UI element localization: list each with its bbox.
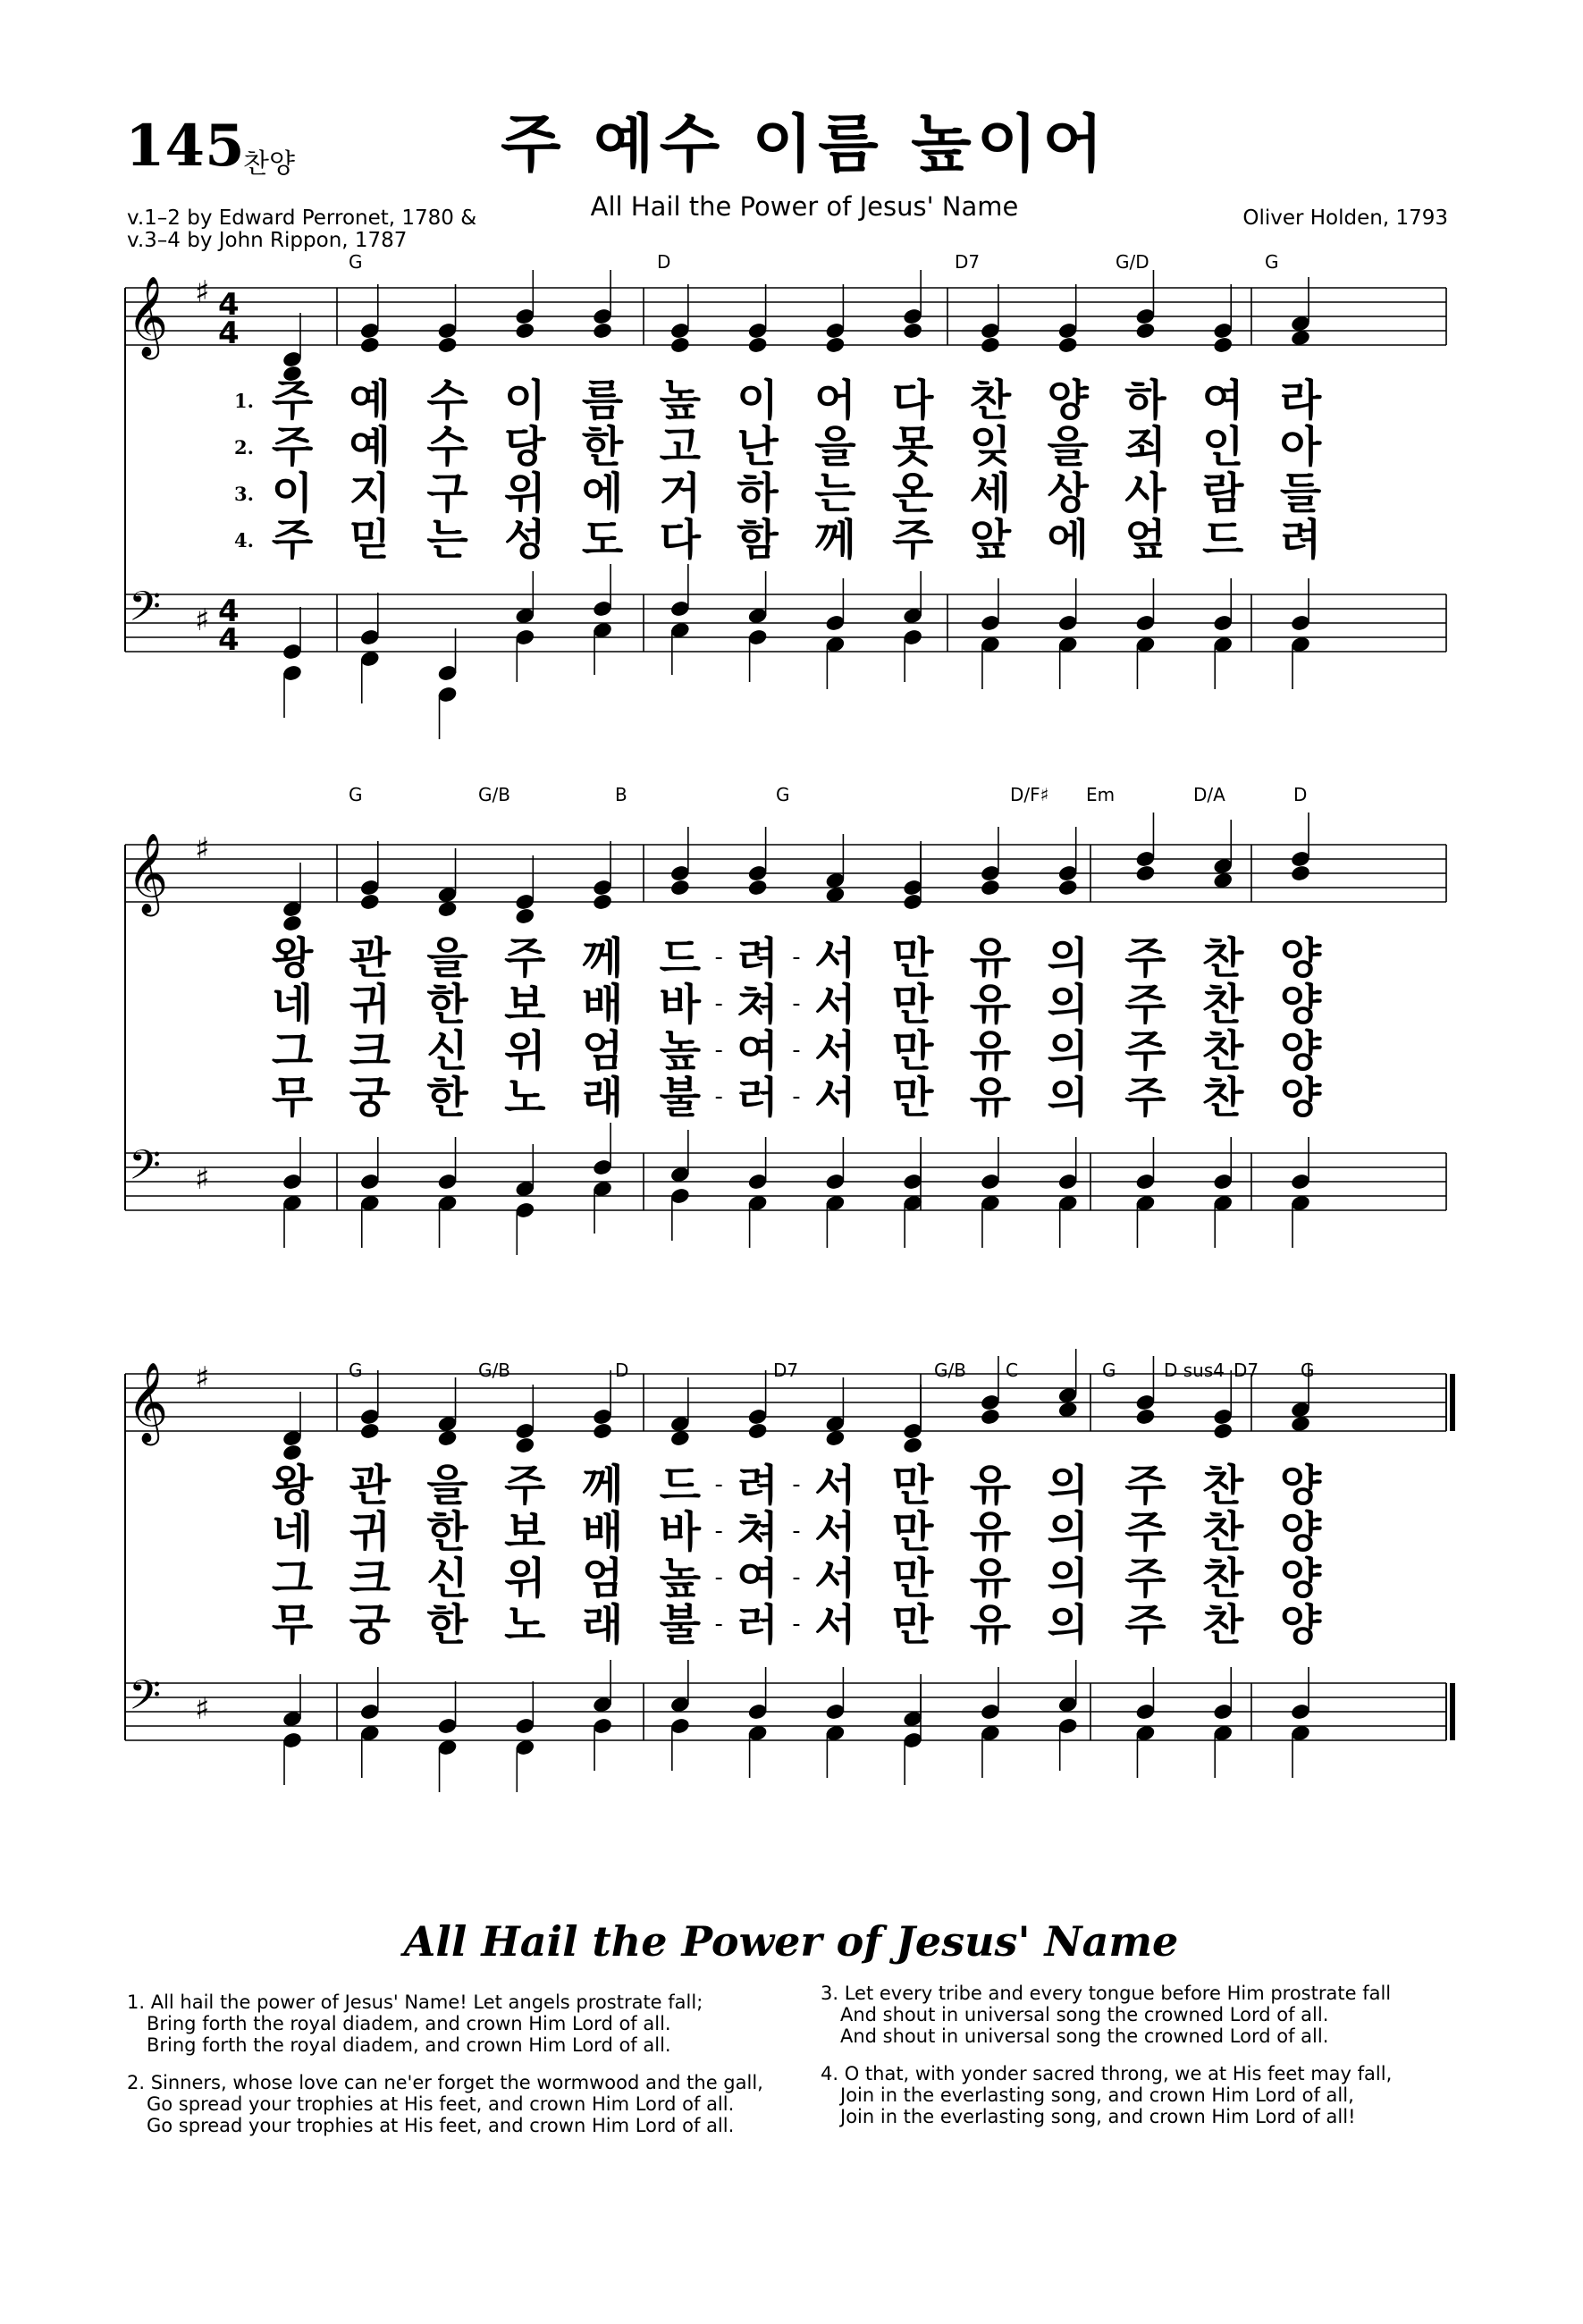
- lyric-hyphen: -: [714, 1037, 723, 1064]
- bass-clef-icon: 𝄢: [129, 1671, 162, 1730]
- lyric-syllable: 주: [1124, 1461, 1166, 1511]
- lyric-syllable: 주: [271, 375, 314, 425]
- lyric-syllable: 의: [1047, 1554, 1089, 1604]
- lyric-syllable: 귀: [349, 1507, 391, 1557]
- lyric-syllable: 러: [737, 1600, 779, 1650]
- lyric-syllable: 높: [659, 375, 702, 425]
- lyric-syllable: 궁: [349, 1600, 391, 1650]
- english-verse-line: Go spread your trophies at His feet, and crown Him Lord of all.: [147, 2115, 735, 2136]
- lyric-syllable: 위: [504, 468, 546, 518]
- lyric-hyphen: -: [714, 990, 723, 1017]
- chord-symbol: G: [1265, 251, 1279, 273]
- chord-symbol: G: [349, 784, 363, 805]
- lyric-syllable: 양: [1279, 1507, 1322, 1557]
- lyric-syllable: 찬: [1202, 1073, 1244, 1123]
- key-sharp-icon: ♯: [195, 1691, 210, 1727]
- lyric-syllable: 을: [426, 933, 468, 983]
- lyric-syllable: 예: [349, 422, 391, 472]
- lyric-syllable: 찬: [1202, 980, 1244, 1030]
- lyric-syllable: 을: [1047, 422, 1089, 472]
- english-verse-line: 4. O that, with yonder sacred throng, we at His feet may fall,: [821, 2063, 1393, 2084]
- lyric-syllable: 보: [504, 1507, 546, 1557]
- key-sharp-icon: ♯: [195, 1360, 210, 1396]
- lyric-hyphen: -: [714, 1471, 723, 1498]
- chord-symbol: D sus4: [1164, 1360, 1225, 1381]
- lyric-syllable: 의: [1047, 980, 1089, 1030]
- chord-symbol: B: [615, 784, 627, 805]
- lyric-syllable: 노: [504, 1073, 546, 1123]
- lyric-syllable: 주: [891, 515, 934, 565]
- lyric-syllable: 러: [737, 1073, 779, 1123]
- lyric-syllable: 신: [426, 1026, 468, 1076]
- treble-note: [514, 1436, 535, 1455]
- lyric-hyphen: -: [714, 1518, 723, 1545]
- lyric-syllable: 람: [1202, 468, 1244, 518]
- lyric-syllable: 왕: [271, 1461, 314, 1511]
- english-verse-line: And shout in universal song the crowned Lord of all.: [840, 2004, 1329, 2025]
- lyric-syllable: 하: [1124, 375, 1166, 425]
- chord-symbol: D/A: [1193, 784, 1225, 805]
- lyric-syllable: 이: [737, 375, 779, 425]
- lyric-syllable: 양: [1279, 1073, 1322, 1123]
- lyric-syllable: 무: [271, 1600, 314, 1650]
- lyric-syllable: 보: [504, 980, 546, 1030]
- lyric-syllable: 네: [271, 980, 314, 1030]
- key-sharp-icon: ♯: [195, 831, 210, 867]
- chord-symbol: G/D: [1116, 251, 1149, 273]
- lyric-syllable: 위: [504, 1026, 546, 1076]
- treble-note: [1212, 336, 1234, 355]
- lyric-syllable: 려: [737, 1461, 779, 1511]
- lyric-syllable: 양: [1279, 1026, 1322, 1076]
- treble-note: [359, 336, 381, 355]
- lyric-syllable: 만: [891, 980, 934, 1030]
- treble-note: [902, 1436, 923, 1455]
- english-verse-line: Join in the everlasting song, and crown Him Lord of all!: [840, 2106, 1356, 2127]
- lyric-syllable: 여: [1202, 375, 1244, 425]
- lyric-syllable: 유: [969, 1026, 1012, 1076]
- english-verse-line: 3. Let every tribe and every tongue before Him prostrate fall: [821, 1983, 1392, 2004]
- english-verse: [821, 2063, 1392, 2127]
- chord-symbol: G/B: [934, 1360, 966, 1381]
- chord-symbol: D7: [1234, 1360, 1259, 1381]
- english-verse-line: Bring forth the royal diadem, and crown Him Lord of all.: [147, 2034, 671, 2056]
- composer-credit: Oliver Holden, 1793: [1242, 206, 1448, 230]
- treble-note: [669, 336, 691, 355]
- lyric-syllable: 한: [426, 1600, 468, 1650]
- lyric-hyphen: -: [792, 1564, 801, 1591]
- lyric-syllable: 바: [659, 1507, 702, 1557]
- lyric-hyphen: -: [792, 1471, 801, 1498]
- lyric-syllable: 서: [814, 1461, 856, 1511]
- lyric-syllable: 이: [271, 468, 314, 518]
- lyric-syllable: 의: [1047, 1507, 1089, 1557]
- lyric-syllable: 서: [814, 1554, 856, 1604]
- treble-note: [359, 893, 381, 912]
- lyric-syllable: 신: [426, 1554, 468, 1604]
- lyric-syllable: 세: [969, 468, 1012, 518]
- treble-note: [1134, 322, 1156, 341]
- lyric-syllable: 만: [891, 1600, 934, 1650]
- chord-symbol: G/B: [478, 784, 510, 805]
- lyric-syllable: 주: [1124, 1507, 1166, 1557]
- treble-note: [282, 914, 303, 933]
- lyric-syllable: 예: [349, 375, 391, 425]
- treble-note: [747, 1422, 769, 1441]
- lyric-syllable: 유: [969, 1600, 1012, 1650]
- lyric-syllable: 아: [1279, 422, 1322, 472]
- lyric-syllable: 려: [1279, 515, 1322, 565]
- lyric-syllable: 한: [426, 980, 468, 1030]
- lyric-syllable: 의: [1047, 1461, 1089, 1511]
- author-line-1: v.1–2 by Edward Perronet, 1780 &: [127, 206, 477, 230]
- lyric-syllable: 찬: [1202, 1461, 1244, 1511]
- key-sharp-icon: ♯: [195, 274, 210, 310]
- lyric-syllable: 그: [271, 1554, 314, 1604]
- lyric-syllable: 관: [349, 1461, 391, 1511]
- lyric-syllable: 엄: [581, 1026, 624, 1076]
- lyric-syllable: 네: [271, 1507, 314, 1557]
- lyric-syllable: 양: [1279, 1554, 1322, 1604]
- lyric-syllable: 들: [1279, 468, 1322, 518]
- treble-note: [1290, 864, 1311, 883]
- lyric-syllable: 이: [504, 375, 546, 425]
- lyric-syllable: 려: [737, 933, 779, 983]
- lyric-syllable: 불: [659, 1600, 702, 1650]
- treble-note: [902, 322, 923, 341]
- english-verse: [821, 1983, 1391, 2047]
- lyric-syllable: 주: [271, 515, 314, 565]
- treble-note: [1134, 864, 1156, 883]
- lyric-syllable: 의: [1047, 1600, 1089, 1650]
- lyric-syllable: 양: [1279, 1461, 1322, 1511]
- treble-note: [980, 1408, 1001, 1427]
- lyric-hyphen: -: [714, 1083, 723, 1110]
- verse-number: 4.: [234, 529, 254, 552]
- verse-number: 1.: [234, 390, 254, 412]
- chord-symbol: C: [1006, 1360, 1018, 1381]
- verse-number: 2.: [234, 436, 254, 459]
- lyric-syllable: 잊: [969, 422, 1012, 472]
- lyric-syllable: 관: [349, 933, 391, 983]
- lyric-syllable: 만: [891, 1026, 934, 1076]
- lyric-syllable: 주: [1124, 1600, 1166, 1650]
- treble-clef-icon: 𝄞: [127, 1362, 169, 1443]
- lyric-syllable: 는: [814, 468, 856, 518]
- english-verse-line: Bring forth the royal diadem, and crown Him Lord of all.: [147, 2013, 671, 2034]
- lyric-syllable: 만: [891, 1073, 934, 1123]
- lyric-syllable: 한: [426, 1073, 468, 1123]
- lyric-syllable: 주: [504, 933, 546, 983]
- verse-number: 3.: [234, 483, 254, 505]
- time-signature-top: 4: [218, 287, 240, 323]
- chord-symbol: D: [615, 1360, 629, 1381]
- treble-note: [980, 336, 1001, 355]
- lyric-syllable: 드: [659, 1461, 702, 1511]
- treble-note: [980, 879, 1001, 897]
- treble-note: [592, 893, 613, 912]
- lyric-syllable: 함: [737, 515, 779, 565]
- english-verse-line: 2. Sinners, whose love can ne'er forget the wormwood and the gall,: [127, 2072, 763, 2093]
- chord-symbol: D7: [773, 1360, 799, 1381]
- lyric-syllable: 찬: [1202, 1600, 1244, 1650]
- chord-symbol: G: [1301, 1360, 1315, 1381]
- chord-symbol: G: [1102, 1360, 1116, 1381]
- lyric-syllable: 양: [1279, 1600, 1322, 1650]
- lyric-syllable: 죄: [1124, 422, 1166, 472]
- lyric-syllable: 에: [581, 468, 624, 518]
- lyric-syllable: 주: [1124, 980, 1166, 1030]
- lyric-syllable: 여: [737, 1026, 779, 1076]
- lyric-syllable: 다: [659, 515, 702, 565]
- lyric-syllable: 당: [504, 422, 546, 472]
- treble-note: [592, 1422, 613, 1441]
- lyric-hyphen: -: [714, 1564, 723, 1591]
- lyric-syllable: 사: [1124, 468, 1166, 518]
- lyric-syllable: 께: [814, 515, 856, 565]
- lyric-hyphen: -: [714, 944, 723, 971]
- lyric-syllable: 름: [581, 375, 624, 425]
- lyric-syllable: 서: [814, 1507, 856, 1557]
- lyric-syllable: 왕: [271, 933, 314, 983]
- lyric-syllable: 노: [504, 1600, 546, 1650]
- english-verse: [127, 2072, 763, 2136]
- treble-note: [282, 1444, 303, 1462]
- lyric-hyphen: -: [792, 1037, 801, 1064]
- lyric-syllable: 래: [581, 1073, 624, 1123]
- lyric-syllable: 무: [271, 1073, 314, 1123]
- treble-note: [669, 879, 691, 897]
- lyric-syllable: 을: [814, 422, 856, 472]
- lyric-syllable: 크: [349, 1554, 391, 1604]
- chord-symbol: G: [349, 1360, 363, 1381]
- lyric-syllable: 서: [814, 1600, 856, 1650]
- treble-note: [1057, 336, 1079, 355]
- lyric-syllable: 한: [426, 1507, 468, 1557]
- lyric-syllable: 지: [349, 468, 391, 518]
- lyric-syllable: 하: [737, 468, 779, 518]
- lyric-syllable: 다: [891, 375, 934, 425]
- lyric-syllable: 도: [581, 515, 624, 565]
- lyric-syllable: 찬: [1202, 1507, 1244, 1557]
- lyric-syllable: 인: [1202, 422, 1244, 472]
- lyric-syllable: 드: [1202, 515, 1244, 565]
- lyric-syllable: 쳐: [737, 980, 779, 1030]
- lyric-hyphen: -: [792, 1611, 801, 1638]
- lyric-syllable: 온: [891, 468, 934, 518]
- lyric-syllable: 거: [659, 468, 702, 518]
- lyric-syllable: 주: [504, 1461, 546, 1511]
- lyric-syllable: 주: [271, 422, 314, 472]
- english-verse-line: Join in the everlasting song, and crown Him Lord of all,: [840, 2084, 1354, 2106]
- lyric-syllable: 유: [969, 980, 1012, 1030]
- lyric-syllable: 의: [1047, 1026, 1089, 1076]
- lyric-syllable: 찬: [969, 375, 1012, 425]
- lyric-syllable: 못: [891, 422, 934, 472]
- lyric-syllable: 을: [426, 1461, 468, 1511]
- treble-note: [747, 336, 769, 355]
- lyric-syllable: 주: [1124, 1026, 1166, 1076]
- lyric-hyphen: -: [792, 1518, 801, 1545]
- treble-note: [824, 336, 846, 355]
- lyric-syllable: 께: [581, 933, 624, 983]
- chord-symbol: D: [1293, 784, 1308, 805]
- lyric-syllable: 궁: [349, 1073, 391, 1123]
- bass-clef-icon: 𝄢: [129, 1141, 162, 1200]
- lyric-hyphen: -: [792, 1083, 801, 1110]
- lyric-syllable: 주: [1124, 1554, 1166, 1604]
- lyric-syllable: 서: [814, 1026, 856, 1076]
- lyric-syllable: 라: [1279, 375, 1322, 425]
- chord-symbol: D/F♯: [1010, 784, 1049, 805]
- lyric-syllable: 배: [581, 980, 624, 1030]
- lyric-syllable: 그: [271, 1026, 314, 1076]
- lyric-syllable: 상: [1047, 468, 1089, 518]
- lyric-syllable: 난: [737, 422, 779, 472]
- lyric-syllable: 찬: [1202, 933, 1244, 983]
- lyric-syllable: 유: [969, 1507, 1012, 1557]
- lyric-syllable: 유: [969, 1073, 1012, 1123]
- treble-note: [1134, 1408, 1156, 1427]
- english-verse-line: Go spread your trophies at His feet, and crown Him Lord of all.: [147, 2093, 735, 2115]
- lyric-syllable: 엄: [581, 1554, 624, 1604]
- lyric-syllable: 양: [1279, 980, 1322, 1030]
- lyric-syllable: 높: [659, 1554, 702, 1604]
- lyric-syllable: 서: [814, 933, 856, 983]
- lyric-syllable: 의: [1047, 1073, 1089, 1123]
- lyric-syllable: 높: [659, 1026, 702, 1076]
- lyric-syllable: 유: [969, 1461, 1012, 1511]
- lyric-syllable: 유: [969, 1554, 1012, 1604]
- chord-symbol: G/B: [478, 1360, 510, 1381]
- english-title: All Hail the Power of Jesus' Name: [403, 1917, 1179, 1966]
- lyric-syllable: 귀: [349, 980, 391, 1030]
- lyric-syllable: 쳐: [737, 1507, 779, 1557]
- lyric-syllable: 께: [581, 1461, 624, 1511]
- lyric-syllable: 여: [737, 1554, 779, 1604]
- lyric-syllable: 만: [891, 1507, 934, 1557]
- chord-symbol: Em: [1086, 784, 1116, 805]
- chord-symbol: D: [657, 251, 671, 273]
- lyric-syllable: 양: [1279, 933, 1322, 983]
- lyric-syllable: 만: [891, 933, 934, 983]
- treble-note: [514, 322, 535, 341]
- lyric-syllable: 에: [1047, 515, 1089, 565]
- title-korean: 주 예수 이름 높이어: [500, 107, 1109, 181]
- lyric-syllable: 의: [1047, 933, 1089, 983]
- time-signature-top: 4: [218, 594, 240, 629]
- chord-symbol: D7: [955, 251, 981, 273]
- treble-note: [747, 879, 769, 897]
- treble-note: [359, 1422, 381, 1441]
- treble-clef-icon: 𝄞: [127, 833, 169, 914]
- lyric-syllable: 는: [426, 515, 468, 565]
- english-verse-line: 1. All hail the power of Jesus' Name! Let angels prostrate fall;: [127, 1991, 703, 2013]
- chord-symbol: G: [349, 251, 363, 273]
- lyric-syllable: 래: [581, 1600, 624, 1650]
- author-line-2: v.3–4 by John Rippon, 1787: [127, 229, 408, 252]
- time-signature-bottom: 4: [218, 622, 240, 658]
- hymn-number: 145: [125, 113, 245, 180]
- lyric-syllable: 만: [891, 1461, 934, 1511]
- lyric-syllable: 위: [504, 1554, 546, 1604]
- lyric-syllable: 서: [814, 980, 856, 1030]
- lyric-syllable: 앞: [969, 515, 1012, 565]
- lyric-syllable: 고: [659, 422, 702, 472]
- lyric-syllable: 주: [1124, 933, 1166, 983]
- lyric-syllable: 어: [814, 375, 856, 425]
- title-english: All Hail the Power of Jesus' Name: [590, 191, 1019, 222]
- lyric-syllable: 믿: [349, 515, 391, 565]
- lyric-syllable: 수: [426, 422, 468, 472]
- hymn-category: 찬양: [243, 148, 295, 180]
- lyric-syllable: 크: [349, 1026, 391, 1076]
- lyric-syllable: 주: [1124, 1073, 1166, 1123]
- english-verse: [127, 1991, 703, 2056]
- treble-note: [437, 336, 459, 355]
- lyric-syllable: 찬: [1202, 1554, 1244, 1604]
- treble-note: [1212, 1422, 1234, 1441]
- lyric-syllable: 수: [426, 375, 468, 425]
- lyric-syllable: 양: [1047, 375, 1089, 425]
- key-sharp-icon: ♯: [195, 1161, 210, 1197]
- lyric-syllable: 배: [581, 1507, 624, 1557]
- lyric-syllable: 엎: [1124, 515, 1166, 565]
- lyric-hyphen: -: [714, 1611, 723, 1638]
- lyric-syllable: 만: [891, 1554, 934, 1604]
- treble-note: [1057, 879, 1079, 897]
- lyric-syllable: 드: [659, 933, 702, 983]
- lyric-syllable: 찬: [1202, 1026, 1244, 1076]
- lyric-syllable: 불: [659, 1073, 702, 1123]
- chord-symbol: G: [776, 784, 790, 805]
- lyric-syllable: 구: [426, 468, 468, 518]
- lyric-hyphen: -: [792, 944, 801, 971]
- lyric-syllable: 성: [504, 515, 546, 565]
- english-verse-line: And shout in universal song the crowned Lord of all.: [840, 2025, 1329, 2047]
- treble-note: [514, 907, 535, 926]
- lyric-hyphen: -: [792, 990, 801, 1017]
- treble-note: [592, 322, 613, 341]
- lyric-syllable: 바: [659, 980, 702, 1030]
- lyric-syllable: 한: [581, 422, 624, 472]
- treble-clef-icon: 𝄞: [127, 276, 169, 357]
- bass-clef-icon: 𝄢: [129, 583, 162, 641]
- lyric-syllable: 서: [814, 1073, 856, 1123]
- time-signature-bottom: 4: [218, 316, 240, 351]
- lyric-syllable: 유: [969, 933, 1012, 983]
- key-sharp-icon: ♯: [195, 602, 210, 638]
